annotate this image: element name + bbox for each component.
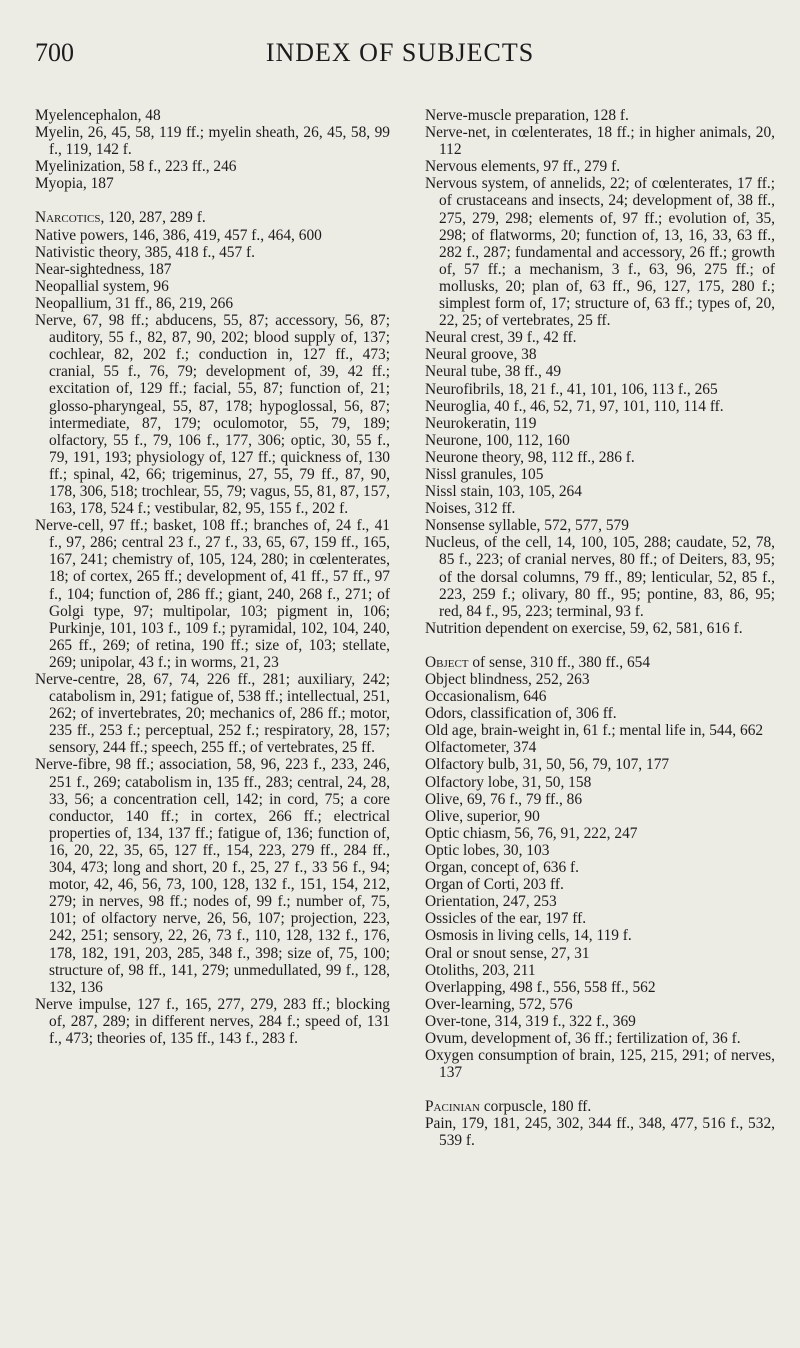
index-entry-text: Neopallial system, 96 — [35, 277, 169, 295]
index-entry-text: Nonsense syllable, 572, 577, 579 — [425, 517, 629, 535]
index-entry — [35, 312, 390, 517]
index-entry-text: Nerve-muscle preparation, 128 f. — [425, 107, 629, 124]
index-entry — [35, 124, 390, 158]
index-entry — [425, 466, 775, 483]
index-entry — [425, 774, 775, 791]
index-entry-text: of sense, 310 ff., 380 ff., 654 — [468, 653, 651, 671]
index-entry-text: Myopia, 187 — [35, 175, 114, 193]
index-entry — [425, 808, 775, 825]
index-entry — [425, 688, 775, 705]
index-entry — [35, 756, 390, 995]
right-column — [425, 107, 775, 1150]
index-entry — [425, 791, 775, 808]
index-entry — [425, 705, 775, 722]
index-entry-lead: Pacinian — [425, 1098, 480, 1116]
index-entry — [425, 381, 775, 398]
index-entry — [425, 722, 775, 739]
index-entry — [35, 295, 390, 312]
index-entry — [425, 739, 775, 756]
letter-section-gap — [425, 637, 775, 654]
index-entry-text: Oxygen consumption of brain, 125, 215, 291; of nerves, 137 — [425, 1047, 775, 1082]
index-entry — [425, 893, 775, 910]
index-entry — [425, 483, 775, 500]
index-entry — [425, 654, 775, 671]
index-entry-text: Noises, 312 ff. — [425, 500, 516, 518]
index-entry — [425, 158, 775, 175]
index-entry-text: Nerve impulse, 127 f., 165, 277, 279, 283 ff.; blocking of, 287, 289; in different nerves, 284 f.; speed of, 131 f., 473; theories of, 135 ff., 143 f., 283 f. — [35, 995, 390, 1047]
index-entry — [425, 1013, 775, 1030]
index-entry — [35, 209, 390, 226]
index-entry — [425, 1115, 775, 1149]
index-entry-text: Organ of Corti, 203 ff. — [425, 876, 564, 894]
index-entry-text: Over-learning, 572, 576 — [425, 995, 573, 1013]
index-entry-text: Nerve-centre, 28, 67, 74, 226 ff., 281; auxiliary, 242; catabolism in, 291; fatigue of, 538 ff.; intellectual, 251, 262; of invertebrates, 20; mechanics of, 286 ff.; motor, 235 ff., 253 f.; perceptual, 252 f.; respiratory, 28, 157; sensory, 244 ff.; speech, 255 ff.; of vertebrates, 25 ff. — [35, 671, 390, 757]
page-header — [0, 38, 800, 78]
index-entry-text: Neurokeratin, 119 — [425, 414, 537, 432]
index-entry — [425, 124, 775, 158]
index-entry — [425, 329, 775, 346]
index-entry — [425, 979, 775, 996]
index-entry — [425, 825, 775, 842]
left-column — [35, 107, 390, 1047]
index-entry-text: Nerve, 67, 98 ff.; abducens, 55, 87; accessory, 56, 87; auditory, 55 f., 82, 87, 90, 202; blood supply of, 137; cochlear, 82, 202 f.; conduction in, 127 ff., 473; cranial, 55 f., 76, 79; development of, 39, 42 ff.; excitation of, 129 ff.; facial, 55, 87; function of, 21; glosso-pharyngeal, 55, 87, 178; hypoglossal, 56, 87; intermediate, 87, 179; oculomotor, 55, 79, 189; olfactory, 55 f., 79, 106 f., 177, 306; optic, 30, 55 f., 79, 191, 193; physiology of, 127 ff.; quickness of, 130 ff.; spinal, 42, 66; trigeminus, 27, 55, 79 ff., 87, 90, 178, 306, 518; trochlear, 55, 79; vagus, 55, 81, 87, 157, 163, 178, 524 f.; vestibular, 82, 95, 155 f., 202 f. — [35, 312, 390, 518]
index-entry — [425, 363, 775, 380]
index-entry-text: Nucleus, of the cell, 14, 100, 105, 288; caudate, 52, 78, 85 f., 223; of cranial nerves, 80 ff.; of Deiters, 83, 95; of the dorsal columns, 79 ff., 89; lenticular, 52, 85 f., 223, 259 f.; olivary, 80 ff., 95; pontine, 83, 86, 95; red, 84 f., 95, 223; terminal, 93 f. — [425, 534, 775, 620]
index-entry-text: Nerve-fibre, 98 ff.; association, 58, 96, 223 f., 233, 246, 251 f., 269; catabolism in, 135 ff., 283; central, 24, 28, 33, 56; a concentration cell, 142; in cord, 75; a core conductor, 140 ff.; in cortex, 266 ff.; electrical properties of, 134, 137 ff.; fatigue of, 136; function of, 16, 20, 22, 35, 65, 127 ff., 154, 223, 279 ff., 284 ff., 304, 473; long and short, 20 f., 25, 27 f., 33 56 f., 94; motor, 42, 46, 56, 73, 100, 128, 132 f., 151, 154, 212, 279; in nerves, 98 ff.; nodes of, 99 f.; number of, 75, 101; of olfactory nerve, 26, 56, 107; projection, 223, 242, 251; sensory, 22, 26, 73 f., 110, 128, 132 f., 176, 178, 182, 191, 203, 285, 348 f., 398; size of, 75, 100; structure of, 98 ff., 141, 279; unmedullated, 99 f., 128, 132, 136 — [35, 756, 390, 996]
page-title: INDEX OF SUBJECTS — [265, 38, 535, 67]
index-entry-text: Neural groove, 38 — [425, 346, 537, 364]
index-entry — [425, 175, 775, 329]
index-entry-text: Optic lobes, 30, 103 — [425, 841, 550, 859]
index-entry — [425, 534, 775, 619]
index-entry — [425, 671, 775, 688]
index-entry-text: Old age, brain-weight in, 61 f.; mental life in, 544, 662 — [425, 722, 764, 740]
index-entry-text: Nativistic theory, 385, 418 f., 457 f. — [35, 243, 255, 261]
index-entry-text: Otoliths, 203, 211 — [425, 961, 536, 979]
index-entry-lead: Narcotics — [35, 209, 101, 227]
index-entry-text: Odors, classification of, 306 ff. — [425, 705, 617, 723]
index-entry-text: Nerve-net, in cœlenterates, 18 ff.; in higher animals, 20, 112 — [425, 124, 775, 159]
index-entry — [425, 346, 775, 363]
index-entry — [425, 910, 775, 927]
index-entry — [425, 927, 775, 944]
index-entry-text: Nissl granules, 105 — [425, 465, 544, 483]
index-entry-text: Neural crest, 39 f., 42 ff. — [425, 329, 577, 347]
index-entry-text: Olfactory lobe, 31, 50, 158 — [425, 773, 592, 791]
index-entry-text: Ovum, development of, 36 ff.; fertilization of, 36 f. — [425, 1029, 741, 1047]
index-entry — [35, 996, 390, 1047]
index-entry — [35, 107, 390, 124]
index-entry-text: Optic chiasm, 56, 76, 91, 222, 247 — [425, 824, 638, 842]
index-entry-text: Nervous system, of annelids, 22; of cœlenterates, 17 ff.; of crustaceans and insects, 24; development of, 38 ff., 275, 279, 298; elements of, 97 ff.; evolution of, 35, 298; of flatworms, 20; function of, 13, 16, 33, 63 ff., 282 f., 287; fundamental and accessory, 26 ff.; growth of, 57 ff.; a mechanism, 3 f., 63, 96, 275 ff.; of mollusks, 20; plan of, 63 ff., 96, 127, 175, 280 f.; simplest form of, 17; structure of, 63 ff.; types of, 20, 22, 25; of vertebrates, 25 ff. — [425, 175, 775, 330]
index-entry-text: Neurone theory, 98, 112 ff., 286 f. — [425, 448, 635, 466]
index-entry-text: Occasionalism, 646 — [425, 688, 547, 706]
index-entry-lead: Object — [425, 653, 469, 671]
index-entry — [425, 1047, 775, 1081]
index-entry-text: Olive, superior, 90 — [425, 807, 540, 825]
index-entry-text: Nissl stain, 103, 105, 264 — [425, 483, 582, 501]
index-entry-text: Pain, 179, 181, 245, 302, 344 ff., 348, 477, 516 f., 532, 539 f. — [425, 1115, 775, 1150]
index-entry-text: Neural tube, 38 ff., 49 — [425, 363, 562, 381]
index-entry — [35, 158, 390, 175]
index-entry — [35, 227, 390, 244]
index-entry — [425, 415, 775, 432]
index-entry-text: Nervous elements, 97 ff., 279 f. — [425, 158, 621, 176]
letter-section-gap — [425, 1081, 775, 1098]
index-entry — [425, 398, 775, 415]
index-entry-text: Object blindness, 252, 263 — [425, 671, 590, 688]
index-entry — [425, 500, 775, 517]
index-entry — [35, 244, 390, 261]
index-entry-text: Near-sightedness, 187 — [35, 260, 172, 278]
index-entry — [425, 517, 775, 534]
index-entry — [35, 517, 390, 671]
index-entry — [425, 842, 775, 859]
index-entry — [425, 1030, 775, 1047]
index-entry — [425, 107, 775, 124]
index-entry-text: Neurone, 100, 112, 160 — [425, 431, 570, 449]
index-entry — [35, 671, 390, 756]
index-entry-text: Organ, concept of, 636 f. — [425, 859, 580, 877]
index-entry — [425, 962, 775, 979]
index-entry-text: Ossicles of the ear, 197 ff. — [425, 910, 587, 928]
index-entry-text: Neurofibrils, 18, 21 f., 41, 101, 106, 113 f., 265 — [425, 380, 718, 398]
index-entry-text: Overlapping, 498 f., 556, 558 ff., 562 — [425, 978, 656, 996]
page-number: 700 — [35, 38, 74, 67]
index-entry-text: Neuroglia, 40 f., 46, 52, 71, 97, 101, 110, 114 ff. — [425, 397, 724, 415]
index-entry-text: Neopallium, 31 ff., 86, 219, 266 — [35, 294, 234, 312]
index-entry-text: Native powers, 146, 386, 419, 457 f., 464, 600 — [35, 226, 322, 244]
index-entry-text: Olfactometer, 374 — [425, 739, 537, 757]
index-entry — [425, 859, 775, 876]
index-entry — [425, 945, 775, 962]
letter-section-gap — [35, 192, 390, 209]
index-entry — [35, 261, 390, 278]
index-entry — [35, 278, 390, 295]
index-entry-text: Nutrition dependent on exercise, 59, 62, 581, 616 f. — [425, 619, 743, 637]
index-entry-text: Myelinization, 58 f., 223 ff., 246 — [35, 158, 237, 176]
index-entry-text: Orientation, 247, 253 — [425, 893, 557, 911]
index-entry — [425, 432, 775, 449]
index-entry-text: Oral or snout sense, 27, 31 — [425, 944, 590, 962]
index-entry-text: Olfactory bulb, 31, 50, 56, 79, 107, 177 — [425, 756, 670, 774]
index-entry — [425, 876, 775, 893]
index-entry — [425, 449, 775, 466]
index-entry-text: , 120, 287, 289 f. — [100, 209, 206, 227]
index-entry — [425, 1098, 775, 1115]
index-entry-text: Nerve-cell, 97 ff.; basket, 108 ff.; branches of, 24 f., 41 f., 97, 286; central 23 f., 27 f., 33, 65, 67, 159 ff., 165, 167, 241; chemistry of, 105, 124, 280; in cœlenterates, 18; of cortex, 265 ff.; development of, 41 ff., 57 ff., 97 f., 104; function of, 286 ff.; giant, 240, 268 f., 271; of Golgi type, 97; multipolar, 103; pigment in, 106; Purkinje, 101, 103 f., 109 f.; pyramidal, 102, 104, 240, 265 ff., 269; of retina, 190 ff.; size of, 103; stellate, 269; unipolar, 43 f.; in worms, 21, 23 — [35, 517, 390, 671]
index-entry-text: Myelencephalon, 48 — [35, 107, 161, 124]
index-entry-text: Myelin, 26, 45, 58, 119 ff.; myelin sheath, 26, 45, 58, 99 f., 119, 142 f. — [35, 124, 390, 159]
index-entry — [425, 756, 775, 773]
index-entry — [425, 996, 775, 1013]
index-entry-text: corpuscle, 180 ff. — [480, 1098, 592, 1116]
index-entry-text: Over-tone, 314, 319 f., 322 f., 369 — [425, 1012, 636, 1030]
index-entry — [425, 620, 775, 637]
index-entry-text: Olive, 69, 76 f., 79 ff., 86 — [425, 790, 583, 808]
index-entry-text: Osmosis in living cells, 14, 119 f. — [425, 927, 632, 945]
index-entry — [35, 175, 390, 192]
